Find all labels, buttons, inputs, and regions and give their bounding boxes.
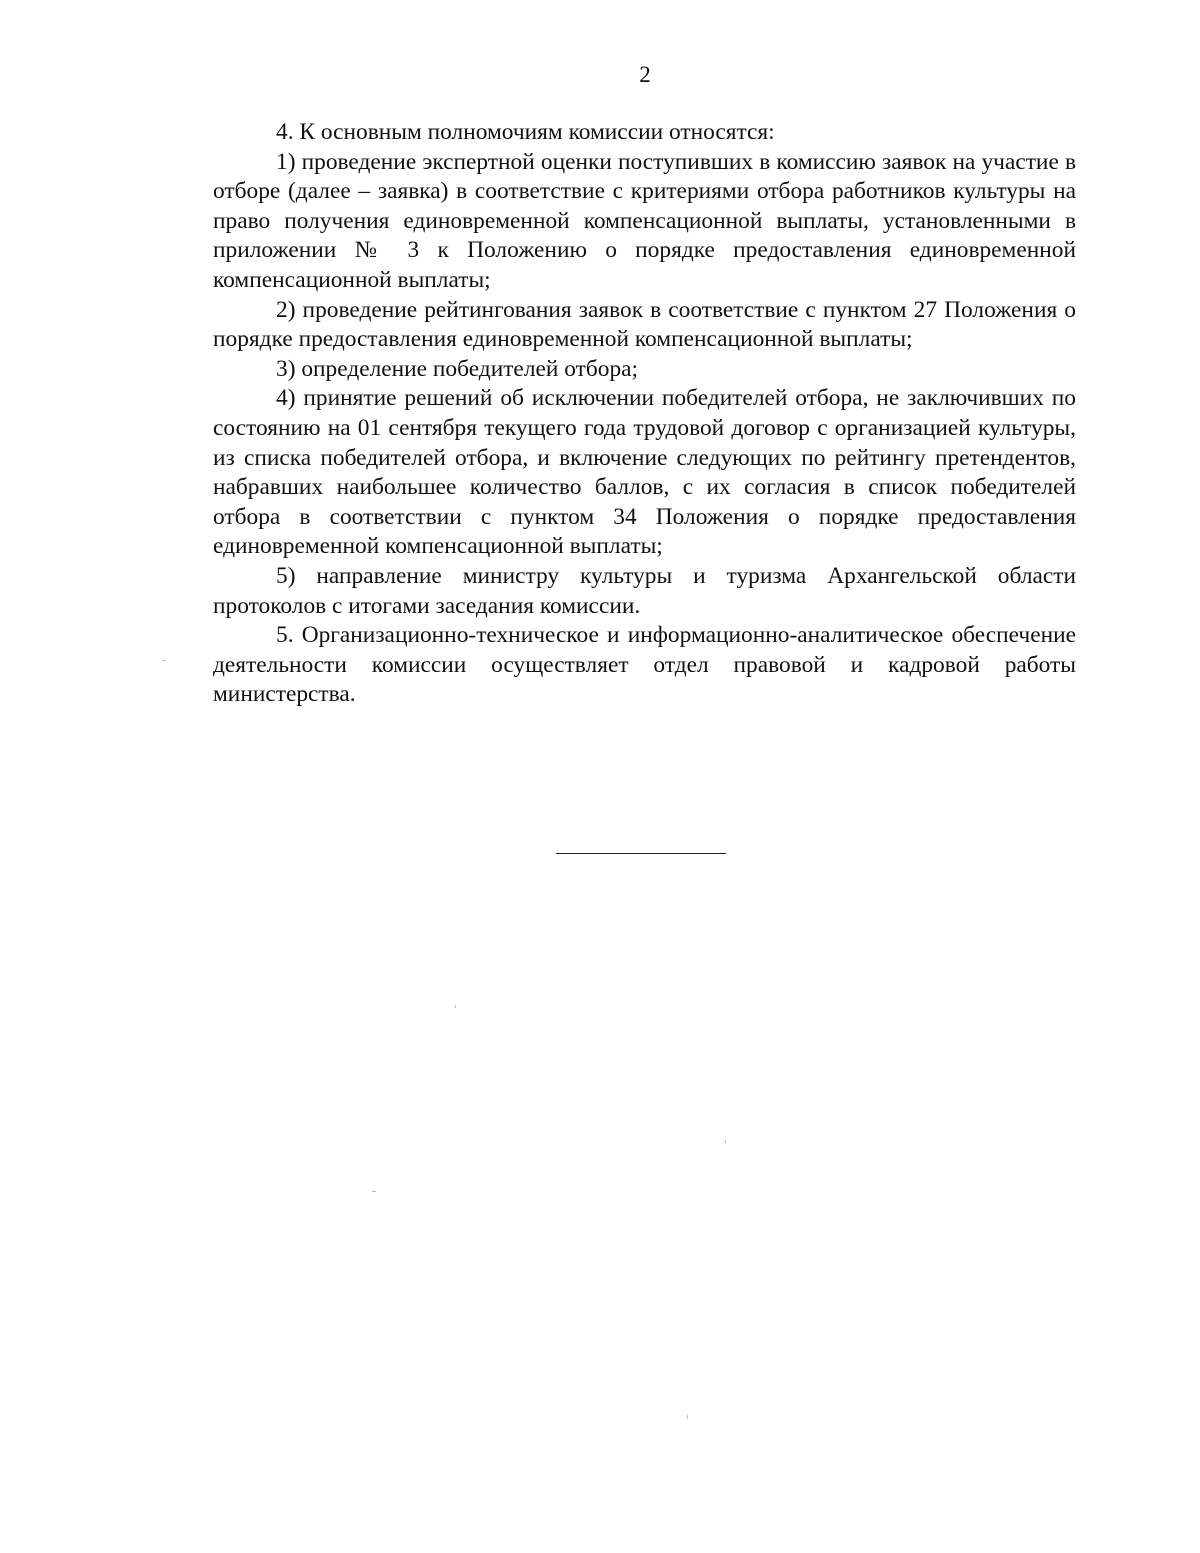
paragraph-item-5: 5. Организационно-техническое и информационно-аналитическое обеспечение деятельности комиссии осуществляет отдел правовой и кадровой работы министерства. [213,622,1076,708]
paragraph-subitem-3: 3) определение победителей отбора; [276,355,639,382]
scan-speck [455,1005,456,1008]
scan-speck [725,1140,726,1143]
document-body [213,118,1076,710]
paragraph-subitem-2: 2) проведение рейтингования заявок в соответствие с пунктом 27 Положения о порядке предоставления единовременной компенсационной выплаты; [213,296,1076,353]
paragraph-subitem-1: 1) проведение экспертной оценки поступивших в комиссию заявок на участие в отборе (далее – заявка) в соответствие с критериями отбора работников культуры на право получения единовременной компенсационной выплаты, установленными в приложении № 3 к Положению о порядке предоставления единовременной компенсационной выплаты; [213,148,1076,293]
end-divider-line [556,853,726,854]
scan-speck [372,1191,376,1192]
paragraph-subitem-4: 4) принятие решений об исключении победителей отбора, не заключивших по состоянию на 01 сентября текущего года трудовой договор с организацией культуры, из списка победителей отбора, и включение следующих по рейтингу претендентов, набравших наибольшее количество баллов, с их согласия в список победителей отбора в соответствии с пунктом 34 Положения о порядке предоставления единовременной компенсационной выплаты; [213,385,1076,560]
scan-speck [687,1415,688,1419]
paragraph-subitem-5: 5) направление министру культуры и туризма Архангельской области протоколов с итогами заседания комиссии. [213,562,1076,619]
scan-speck [163,660,166,661]
page-number: 2 [639,62,651,87]
paragraph-item-4-intro: 4. К основным полномочиям комиссии относятся: [276,119,775,145]
